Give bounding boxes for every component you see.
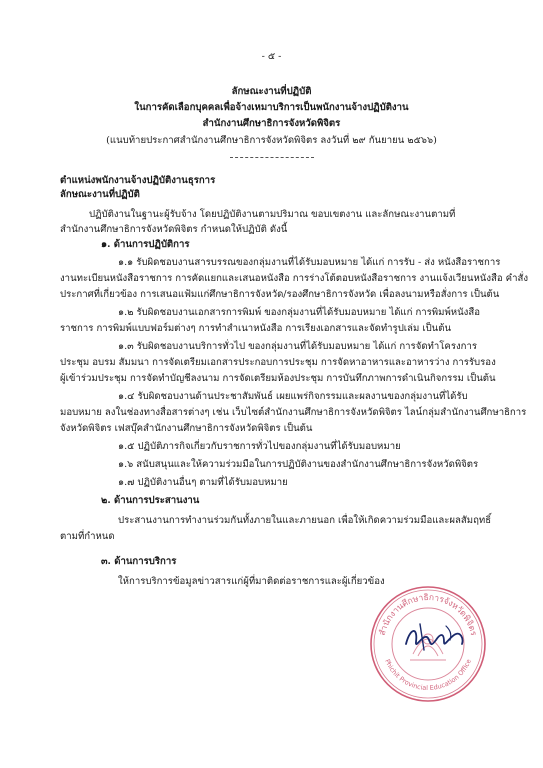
section-2-title: ๒. ด้านการประสานงาน [101,495,200,506]
item-1-4-line-1: ๑.๔ รับผิดชอบงานด้านประชาสัมพันธ์ เผยแพร่กิจกรรมและผลงานของกลุ่มงานที่ได้รับ [118,391,468,402]
heading-line-1: ลักษณะงานที่ปฏิบัติ [231,86,312,97]
item-1-1-line-3: ประกาศที่เกี่ยวข้อง การเสนอแฟ้มแก่ศึกษาธิการจังหวัด/รองศึกษาธิการจังหวัด เพื่อลงนามหรือสั่งการ เป็นต้น [60,289,500,300]
section-2-line-1: ประสานงานการทำงานร่วมกันทั้งภายในและภายนอก เพื่อให้เกิดความร่วมมือและผลสัมฤทธิ์ [118,515,492,526]
intro-line-2: สำนักงานศึกษาธิการจังหวัดพิจิตร กำหนดให้ปฏิบัติ ดังนี้ [60,224,288,235]
item-1-7: ๑.๗ ปฏิบัติงานอื่นๆ ตามที่ได้รับมอบหมาย [118,477,288,488]
intro-line-1: ปฏิบัติงานในฐานะผู้รับจ้าง โดยปฏิบัติงานตามปริมาณ ขอบเขตงาน และลักษณะงานตามที่ [89,209,456,220]
item-1-1-line-1: ๑.๑ รับผิดชอบงานสารบรรณของกลุ่มงานที่ได้รับมอบหมาย ได้แก่ การรับ - ส่ง หนังสือราชการ [118,257,501,268]
handwritten-signature [400,620,470,654]
svg-text:สำนักงานศึกษาธิการจังหวัดพิจิต: สำนักงานศึกษาธิการจังหวัดพิจิตร [377,592,479,637]
section-1-title: ๑. ด้านการปฏิบัติการ [101,239,190,250]
svg-text:Phichit Provincial Education O: Phichit Provincial Education Office [383,657,473,692]
item-1-4-line-3: จังหวัดพิจิตร เฟสบุ๊คสำนักงานศึกษาธิการจังหวัดพิจิตร เป็นต้น [60,423,313,434]
item-1-4-line-2: มอบหมาย ลงในช่องทางสื่อสารต่างๆ เช่น เว็บไซต์สำนักงานศึกษาธิการจังหวัดพิจิตร ไลน์กลุ่มสำนักงานศึกษาธิการ [60,407,527,418]
section-3-line-1: ให้การบริการข้อมูลข่าวสารแก่ผู้ที่มาติดต่อราชการและผู้เกี่ยวข้อง [118,576,385,587]
heading-line-4: (แนบท้ายประกาศสำนักงานศึกษาธิการจังหวัดพิจิตร ลงวันที่ ๒๙ กันยายน ๒๕๖๖) [106,135,437,146]
heading-line-2: ในการคัดเลือกบุคคลเพื่อจ้างเหมาบริการเป็นพนักงานจ้างปฏิบัติงาน [134,102,409,113]
section-3-title: ๓. ด้านการบริการ [101,556,177,567]
item-1-3-line-2: ประชุม อบรม สัมมนา การจัดเตรียมเอกสารประกอบการประชุม การจัดหาอาหารและอาหารว่าง การรับรอง [60,357,496,368]
page-number: - ๕ - [261,51,282,62]
position-title: ตำแหน่งพนักงานจ้างปฏิบัติงานธุรการ [60,175,216,186]
item-1-6: ๑.๖ สนับสนุนและให้ความร่วมมือในการปฏิบัติงานของสำนักงานศึกษาธิการจังหวัดพิจิตร [118,459,479,470]
section-title: ลักษณะงานที่ปฏิบัติ [60,189,140,200]
item-1-3-line-3: ผู้เข้าร่วมประชุม การจัดทำบัญชีลงนาม การจัดเตรียมห้องประชุม การบันทึกภาพการดำเนินกิจกรรม เป็นต้น [60,373,496,384]
item-1-2-line-2: ราชการ การพิมพ์แบบฟอร์มต่างๆ การทำสำเนาหนังสือ การเรียงเอกสารและจัดทำรูปเล่ม เป็นต้น [60,323,452,334]
heading-divider [230,157,314,158]
item-1-3-line-1: ๑.๓ รับผิดชอบงานบริการทั่วไป ของกลุ่มงานที่ได้รับมอบหมาย ได้แก่ การจัดทำโครงการ [118,341,478,352]
heading-line-3: สำนักงานศึกษาธิการจังหวัดพิจิตร [202,118,341,129]
item-1-1-line-2: งานทะเบียนหนังสือราชการ การคัดแยกและเสนอหนังสือ การร่างโต้ตอบหนังสือราชการ งานแจ้งเวียนหนังสือ คำสั่ง [60,273,529,284]
item-1-2-line-1: ๑.๒ รับผิดชอบงานเอกสารการพิมพ์ ของกลุ่มงานที่ได้รับมอบหมาย ได้แก่ การพิมพ์หนังสือ [118,307,480,318]
section-2-line-2: ตามที่กำหนด [60,531,115,542]
item-1-5: ๑.๕ ปฏิบัติภารกิจเกี่ยวกับราชการทั่วไปของกลุ่มงานที่ได้รับมอบหมาย [118,441,401,452]
